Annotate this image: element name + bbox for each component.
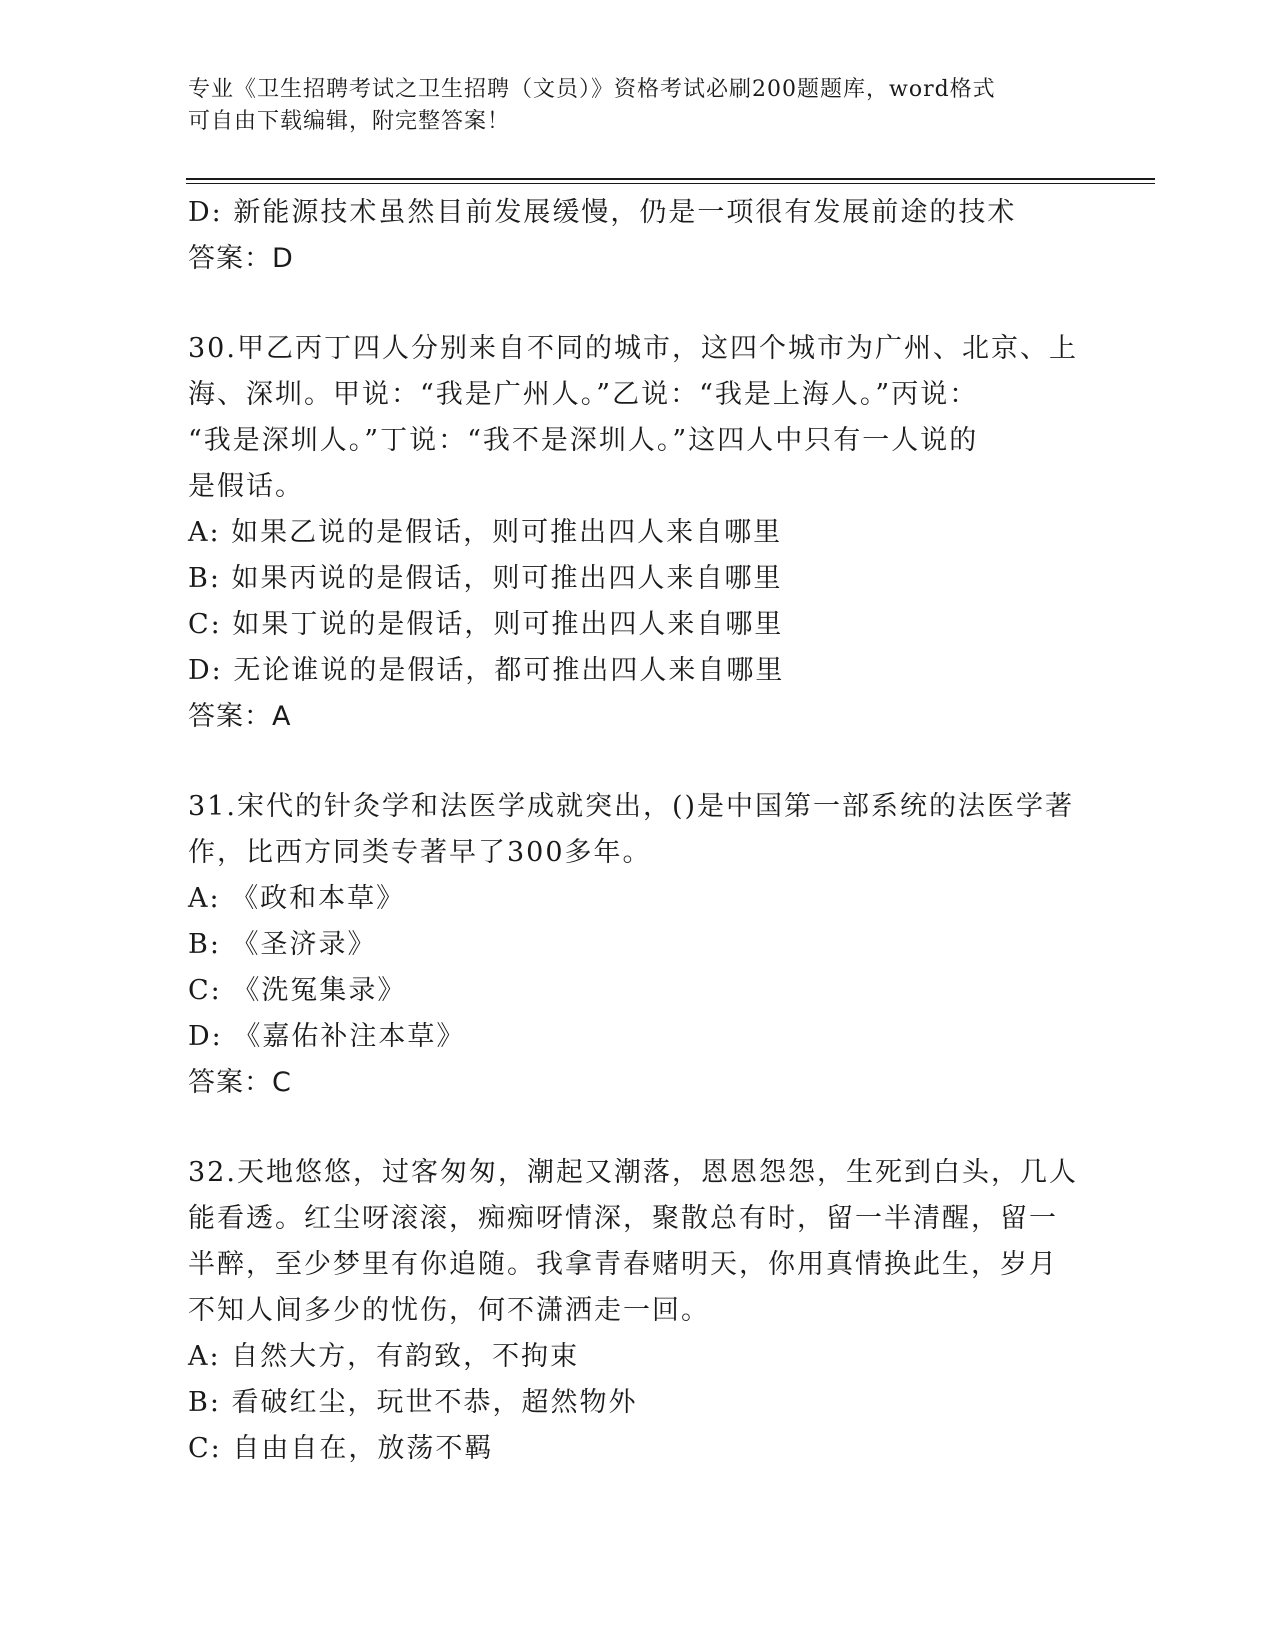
question-29-tail — [188, 190, 1088, 282]
question-text-line: 31.宋代的针灸学和法医学成就突出，()是中国第一部系统的法医学著 — [188, 791, 1075, 822]
document-header — [188, 74, 1068, 138]
answer-label: 答案：C — [188, 1067, 292, 1098]
question-text-line: 半醉，至少梦里有你追随。我拿青春赌明天，你用真情换此生，岁月 — [188, 1249, 1058, 1280]
option-c: C: 自由自在，放荡不羁 — [188, 1433, 494, 1464]
question-30 — [188, 326, 1088, 740]
question-text-line: “我是深圳人。”丁说：“我不是深圳人。”这四人中只有一人说的 — [188, 425, 979, 456]
question-text-line: 作，比西方同类专著早了300多年。 — [188, 837, 652, 868]
header-rule-thin — [186, 183, 1155, 184]
header-rule-thick — [186, 178, 1155, 180]
question-32 — [188, 1150, 1088, 1472]
question-text-line: 不知人间多少的忧伤，何不潇洒走一回。 — [188, 1295, 710, 1326]
option-b: B: 看破红尘，玩世不恭，超然物外 — [188, 1387, 638, 1418]
option-d: D: 无论谁说的是假话，都可推出四人来自哪里 — [188, 655, 785, 686]
question-text-line: 32.天地悠悠，过客匆匆，潮起又潮落，恩恩怨怨，生死到白头，几人 — [188, 1157, 1078, 1188]
option-d: D: 《嘉佑补注本草》 — [188, 1021, 466, 1052]
question-text-line: 海、深圳。甲说：“我是广州人。”乙说：“我是上海人。”丙说： — [188, 379, 979, 410]
spacer — [188, 740, 1088, 784]
question-31 — [188, 784, 1088, 1106]
question-list — [188, 190, 1088, 1472]
answer-label: 答案：A — [188, 701, 292, 732]
option-c: C: 《洗冤集录》 — [188, 975, 407, 1006]
question-text-line: 是假话。 — [188, 471, 304, 502]
option-b: B: 《圣济录》 — [188, 929, 377, 960]
spacer — [188, 1106, 1088, 1150]
spacer — [188, 282, 1088, 326]
option-d: D: 新能源技术虽然目前发展缓慢，仍是一项很有发展前途的技术 — [188, 197, 1017, 228]
option-a: A: 如果乙说的是假话，则可推出四人来自哪里 — [188, 517, 783, 548]
option-a: A: 自然大方，有韵致，不拘束 — [188, 1341, 580, 1372]
answer-label: 答案：D — [188, 243, 294, 274]
question-text-line: 30.甲乙丙丁四人分别来自不同的城市，这四个城市为广州、北京、上 — [188, 333, 1078, 364]
header-line-2: 可自由下载编辑，附完整答案！ — [188, 109, 511, 134]
option-c: C: 如果丁说的是假话，则可推出四人来自哪里 — [188, 609, 784, 640]
header-line-1: 专业《卫生招聘考试之卫生招聘（文员）》资格考试必刷200题题库，word格式 — [188, 77, 996, 102]
question-text-line: 能看透。红尘呀滚滚，痴痴呀情深，聚散总有时，留一半清醒，留一 — [188, 1203, 1058, 1234]
option-a: A: 《政和本草》 — [188, 883, 406, 914]
option-b: B: 如果丙说的是假话，则可推出四人来自哪里 — [188, 563, 783, 594]
